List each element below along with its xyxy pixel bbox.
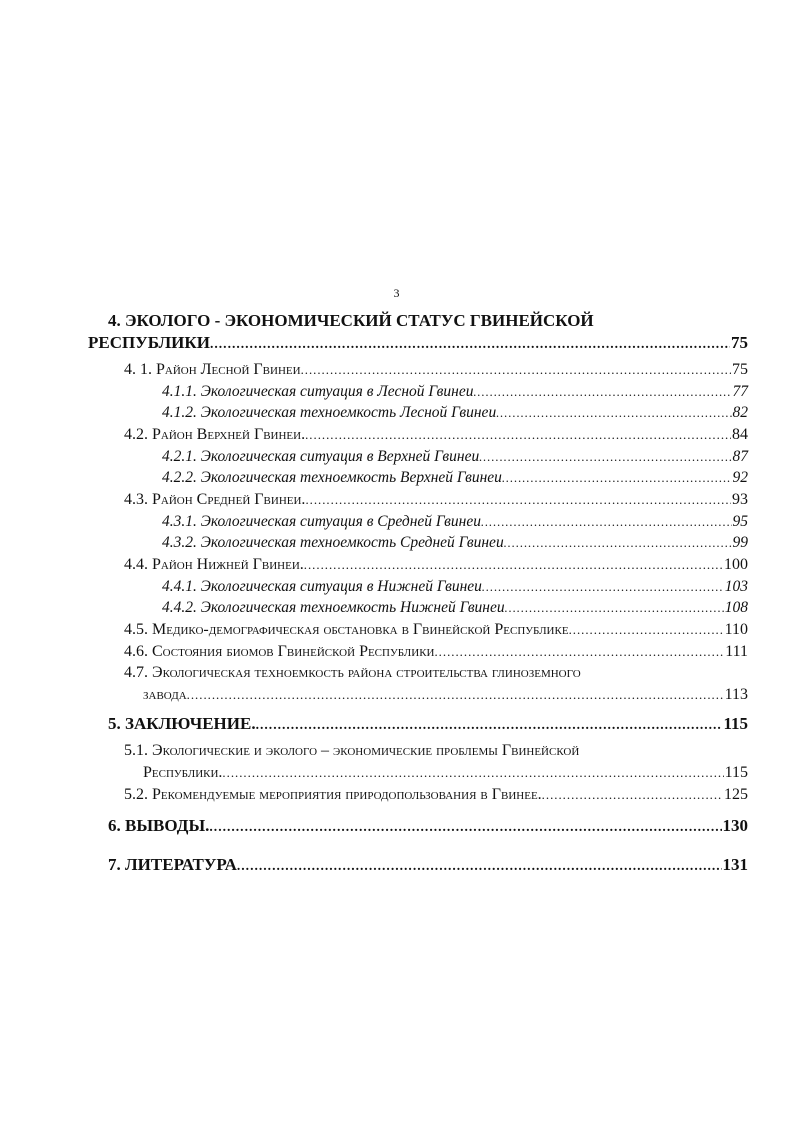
toc-entry-page: 82	[732, 404, 748, 421]
toc-section-5-2[interactable]	[124, 786, 748, 804]
toc-leader-dots	[542, 788, 723, 803]
toc-subsection-4-2-2[interactable]	[162, 469, 748, 487]
toc-leader-dots	[237, 858, 722, 874]
toc-leader-dots	[502, 471, 732, 486]
toc-entry-title: 4.3.1. Экологическая ситуация в Средней Гвинеи	[162, 513, 481, 530]
toc-entry-page: 103	[724, 578, 748, 595]
toc-subsection-4-1-1[interactable]	[162, 383, 748, 401]
toc-leader-dots	[305, 493, 731, 508]
toc-entry-title: 4.1.1. Экологическая ситуация в Лесной Гвинеи	[162, 383, 474, 400]
toc-entry-page: 115	[724, 764, 748, 781]
toc-section-4-6[interactable]	[124, 643, 748, 661]
toc-leader-dots	[187, 688, 724, 703]
toc-leader-dots	[434, 645, 724, 660]
toc-entry-page: 100	[724, 556, 748, 573]
toc-entry-page: 115	[723, 714, 748, 733]
toc-leader-dots	[504, 536, 732, 551]
toc-entry-page: 87	[732, 448, 748, 465]
toc-entry-title: 5. ЗАКЛЮЧЕНИЕ.	[108, 714, 256, 733]
toc-leader-dots	[210, 336, 730, 352]
toc-entry-page: 125	[724, 786, 748, 803]
toc-entry-page: 84	[732, 426, 748, 443]
toc-entry-title: 4.2.1. Экологическая ситуация в Верхней Гвинеи	[162, 448, 480, 465]
toc-leader-dots	[305, 428, 731, 443]
toc-entry-page: 75	[731, 333, 748, 352]
toc-entry-page: 130	[722, 816, 748, 835]
toc-entry-page: 113	[724, 686, 748, 703]
toc-entry-title: 4.6. Состояния биомов Гвинейской Республики	[124, 643, 435, 660]
toc-entry-title: 4.4.1. Экологическая ситуация в Нижней Гвинеи	[162, 578, 482, 595]
toc-entry-title: 4.2. Район Верхней Гвинеи.	[124, 426, 306, 443]
toc-section-4-4[interactable]	[124, 556, 748, 574]
toc-entry-title: завода	[143, 686, 187, 703]
toc-entry-page: 75	[732, 361, 748, 378]
toc-entry-title: 5.2. Рекомендуемые мероприятия природопользования в Гвинее.	[124, 786, 542, 803]
toc-leader-dots	[301, 363, 731, 378]
toc-leader-dots	[256, 717, 723, 733]
toc-entry-page: 95	[732, 513, 748, 530]
toc-subsection-4-2-1[interactable]	[162, 448, 748, 466]
toc-section-4-3[interactable]	[124, 491, 748, 509]
toc-section-4-7-title-line1: 4.7. Экологическая техноемкость района строительства глиноземного	[124, 664, 581, 681]
toc-chapter-7[interactable]	[108, 855, 748, 875]
toc-entry-page: 108	[724, 599, 748, 616]
toc-chapter-4-title-line1: 4. ЭКОЛОГО - ЭКОНОМИЧЕСКИЙ СТАТУС ГВИНЕЙСКОЙ	[108, 311, 594, 330]
toc-subsection-4-3-1[interactable]	[162, 513, 748, 531]
toc-entry-page: 92	[732, 469, 748, 486]
toc-entry-title: 4.3. Район Средней Гвинеи.	[124, 491, 306, 508]
toc-section-4-7[interactable]	[143, 686, 748, 704]
toc-leader-dots	[304, 558, 723, 573]
toc-entry-page: 77	[732, 383, 748, 400]
toc-leader-dots	[569, 623, 724, 638]
toc-entry-title: Республики.	[143, 764, 223, 781]
toc-leader-dots	[222, 766, 723, 781]
toc-entry-title: 4.4.2. Экологическая техноемкость Нижней Гвинеи	[162, 599, 505, 616]
toc-entry-title: 4.1.2. Экологическая техноемкость Лесной Гвинеи	[162, 404, 497, 421]
toc-entry-title: 4. 1. Район Лесной Гвинеи	[124, 361, 301, 378]
toc-leader-dots	[479, 450, 731, 465]
toc-section-4-5[interactable]	[124, 621, 748, 639]
toc-chapter-5[interactable]	[108, 714, 748, 734]
toc-subsection-4-4-2[interactable]	[162, 599, 748, 617]
toc-entry-page: 93	[732, 491, 748, 508]
toc-entry-title: РЕСПУБЛИКИ	[88, 333, 210, 352]
toc-chapter-4[interactable]	[88, 333, 748, 353]
toc-leader-dots	[496, 406, 731, 421]
toc-entry-title: 7. ЛИТЕРАТУРА	[108, 855, 237, 874]
toc-entry-page: 111	[725, 643, 748, 660]
toc-leader-dots	[505, 601, 724, 616]
toc-entry-page: 99	[732, 534, 748, 551]
toc-entry-title: 4.3.2. Экологическая техноемкость Средней Гвинеи	[162, 534, 504, 551]
toc-entry-title: 6. ВЫВОДЫ.	[108, 816, 210, 835]
toc-leader-dots	[482, 580, 724, 595]
toc-subsection-4-3-2[interactable]	[162, 534, 748, 552]
toc-leader-dots	[473, 385, 731, 400]
toc-leader-dots	[209, 819, 721, 835]
toc-entry-page: 110	[724, 621, 748, 638]
toc-section-4-2[interactable]	[124, 426, 748, 444]
toc-leader-dots	[481, 515, 732, 530]
toc-subsection-4-4-1[interactable]	[162, 578, 748, 596]
toc-section-4-1[interactable]	[124, 361, 748, 379]
toc-entry-title: 4.2.2. Экологическая техноемкость Верхней Гвинеи	[162, 469, 502, 486]
page-number: 3	[393, 286, 400, 300]
toc-chapter-6[interactable]	[108, 816, 748, 836]
toc-section-5-1[interactable]	[143, 764, 748, 782]
toc-entry-title: 4.5. Медико-демографическая обстановка в Гвинейской Республике	[124, 621, 569, 638]
toc-subsection-4-1-2[interactable]	[162, 404, 748, 422]
toc-entry-page: 131	[722, 855, 748, 874]
toc-entry-title: 4.4. Район Нижней Гвинеи.	[124, 556, 304, 573]
toc-section-5-1-title-line1: 5.1. Экологические и эколого – экономические проблемы Гвинейской	[124, 742, 580, 759]
